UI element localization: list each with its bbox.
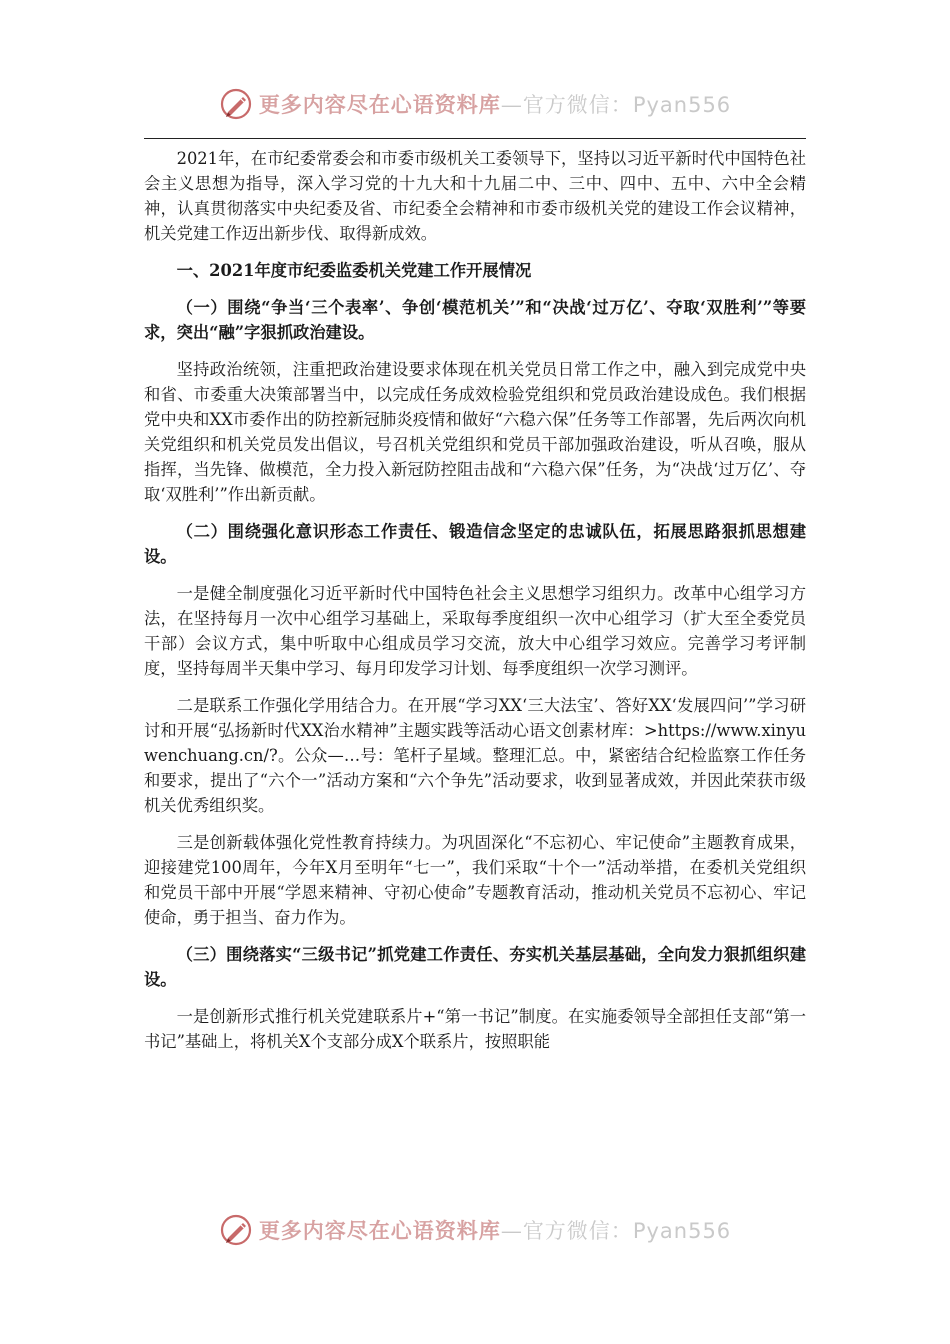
subsection-heading-3: （三）围绕落实“三级书记”抓党建工作责任、夯实机关基层基础，全向发力狠抓组织建设。 xyxy=(144,945,806,989)
pen-logo-icon xyxy=(219,87,253,121)
intro-paragraph: 2021年，在市纪委常委会和市委市级机关工委领导下，坚持以习近平新时代中国特色社会主义思想为指导，深入学习党的十九大和十九届二中、三中、四中、五中、六中全会精神，认真贯彻落实中央纪委及省、市纪委全会精神和市委市级机关党的建设工作会议精神，机关党建工作迈出新步伐、取得新成效。 xyxy=(144,149,806,243)
section-heading-1: 一、2021年度市纪委监委机关党建工作开展情况 xyxy=(176,261,532,280)
watermark-brand: 更多内容尽在心语资料库 xyxy=(258,1218,501,1243)
header-divider xyxy=(144,138,806,139)
watermark-text xyxy=(259,89,731,119)
watermark-separator: — xyxy=(500,1219,523,1243)
watermark-brand: 更多内容尽在心语资料库 xyxy=(258,92,501,117)
header-watermark-banner xyxy=(0,84,950,124)
subsection-3-paragraph-1: 一是创新形式推行机关党建联系片+“第一书记”制度。在实施委领导全部担任支部“第一书记”基础上，将机关X个支部分成X个联系片，按照职能 xyxy=(144,1007,806,1051)
watermark-text xyxy=(259,1215,731,1245)
subsection-heading-1: （一）围绕“争当‘三个表率’、争创‘模范机关’”和“决战‘过万亿’、夺取‘双胜利’”等要求，突出“融”字狠抓政治建设。 xyxy=(144,298,806,342)
document-body xyxy=(144,146,806,1054)
watermark-contact-label: 官方微信： xyxy=(522,93,633,117)
footer-watermark-banner xyxy=(0,1210,950,1250)
subsection-heading-2: （二）围绕强化意识形态工作责任、锻造信念坚定的忠诚队伍，拓展思路狠抓思想建设。 xyxy=(144,522,806,566)
watermark-wechat-id: Pyan556 xyxy=(632,1219,732,1243)
subsection-2-paragraph-1: 一是健全制度强化习近平新时代中国特色社会主义思想学习组织力。改革中心组学习方法，在坚持每月一次中心组学习基础上，采取每季度组织一次中心组学习（扩大至全委党员干部）会议方式，集中听取中心组成员学习交流，放大中心组学习效应。完善学习考评制度，坚持每周半天集中学习、每月印发学习计划、每季度组织一次学习测评。 xyxy=(144,584,806,678)
watermark-separator: — xyxy=(500,93,523,117)
subsection-2-paragraph-3: 三是创新载体强化党性教育持续力。为巩固深化“不忘初心、牢记使命”主题教育成果，迎接建党100周年，今年X月至明年“七一”，我们采取“十个一”活动举措，在委机关党组织和党员干部中开展“学恩来精神、守初心使命”专题教育活动，推动机关党员不忘初心、牢记使命，勇于担当、奋力作为。 xyxy=(144,833,806,927)
subsection-1-paragraph-1: 坚持政治统领，注重把政治建设要求体现在机关党员日常工作之中，融入到完成党中央和省、市委重大决策部署当中，以完成任务成效检验党组织和党员政治建设成色。我们根据党中央和XX市委作出的防控新冠肺炎疫情和做好“六稳六保”任务等工作部署，先后两次向机关党组织和机关党员发出倡议，号召机关党组织和党员干部加强政治建设，听从召唤，服从指挥，当先锋、做模范，全力投入新冠防控阻击战和“六稳六保”任务，为“决战‘过万亿’、夺取‘双胜利’”作出新贡献。 xyxy=(144,360,806,504)
subsection-2-paragraph-2: 二是联系工作强化学用结合力。在开展“学习XX‘三大法宝’、答好XX‘发展四问’”学习研讨和开展“弘扬新时代XX治水精神”主题实践等活动心语文创素材库：>https://www.xinyuwenchuang.cn/?。公众—…号：笔杆子星域。整理汇总。中，紧密结合纪检监察工作任务和要求，提出了“六个一”活动方案和“六个争先”活动要求，收到显著成效，并因此荣获市级机关优秀组织奖。 xyxy=(144,696,806,815)
watermark-contact-label: 官方微信： xyxy=(522,1219,633,1243)
watermark-wechat-id: Pyan556 xyxy=(632,93,732,117)
pen-logo-icon xyxy=(219,1213,253,1247)
